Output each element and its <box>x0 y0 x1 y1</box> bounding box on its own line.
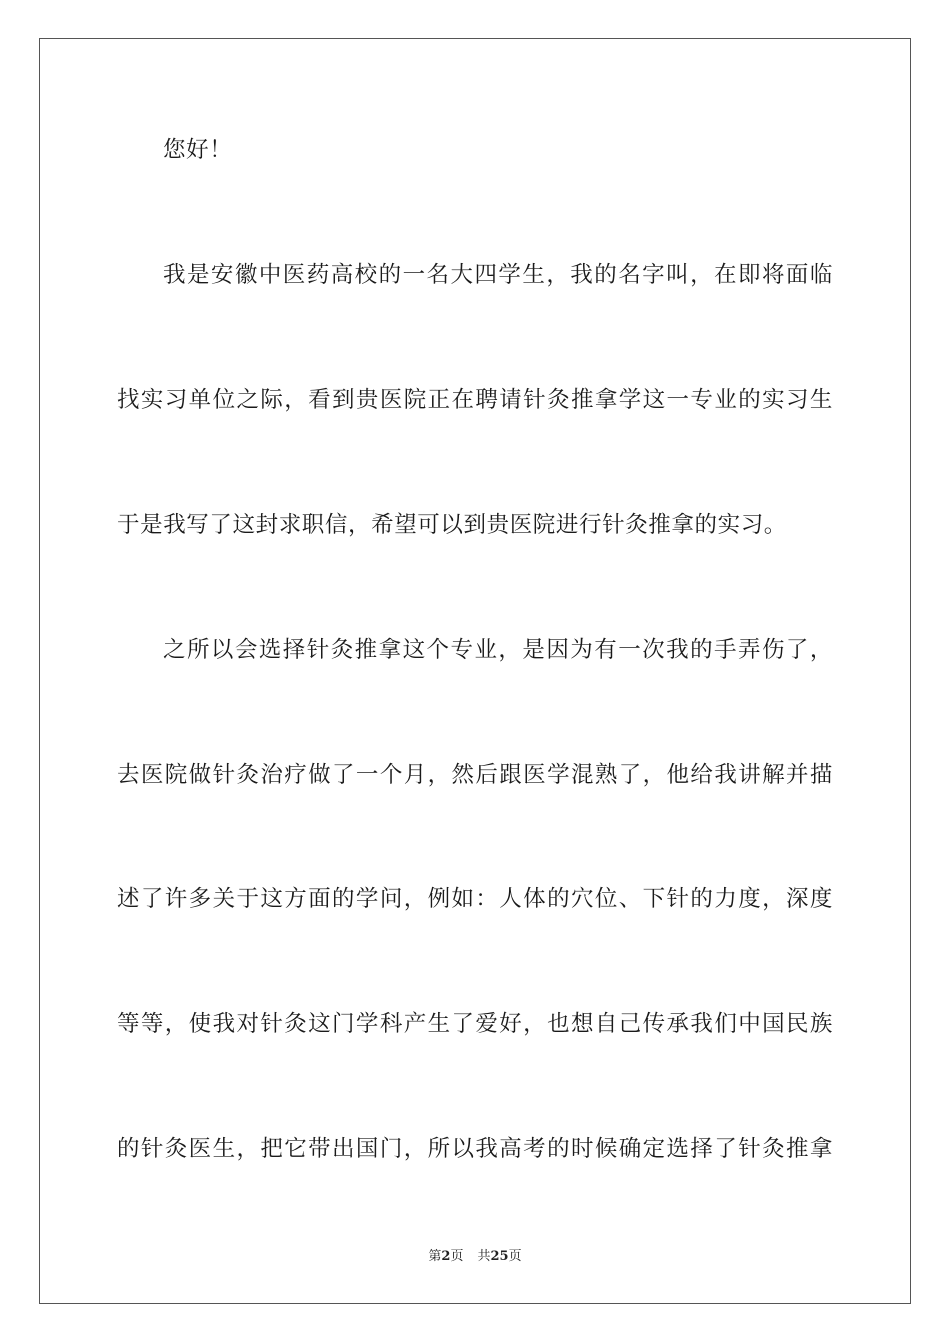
body-line-2: 找实习单位之际，看到贵医院正在聘请针灸推拿学这一专业的实习生 <box>117 387 833 413</box>
page-prefix: 第 <box>428 1249 442 1264</box>
body-line-6: 述了许多关于这方面的学问，例如：人体的穴位、下针的力度，深度 <box>117 886 833 912</box>
page-suffix: 页 <box>450 1249 464 1264</box>
total-page-count: 25 <box>490 1249 509 1264</box>
body-line-7: 等等，使我对针灸这门学科产生了爱好，也想自己传承我们中国民族 <box>117 1011 833 1037</box>
total-suffix: 页 <box>508 1249 522 1264</box>
greeting: 您好！ <box>163 137 233 163</box>
page-footer <box>0 1248 950 1266</box>
total-prefix: 共 <box>477 1249 491 1264</box>
body-line-1: 我是安徽中医药高校的一名大四学生，我的名字叫，在即将面临 <box>163 262 833 288</box>
body-line-3: 于是我写了这封求职信，希望可以到贵医院进行针灸推拿的实习。 <box>117 512 787 538</box>
body-line-4: 之所以会选择针灸推拿这个专业，是因为有一次我的手弄伤了， <box>163 637 833 663</box>
page-border <box>39 38 911 1304</box>
body-line-5: 去医院做针灸治疗做了一个月，然后跟医学混熟了，他给我讲解并描 <box>117 762 833 788</box>
body-line-8: 的针灸医生，把它带出国门，所以我高考的时候确定选择了针灸推拿 <box>117 1136 833 1162</box>
current-page-number: 2 <box>441 1249 451 1264</box>
